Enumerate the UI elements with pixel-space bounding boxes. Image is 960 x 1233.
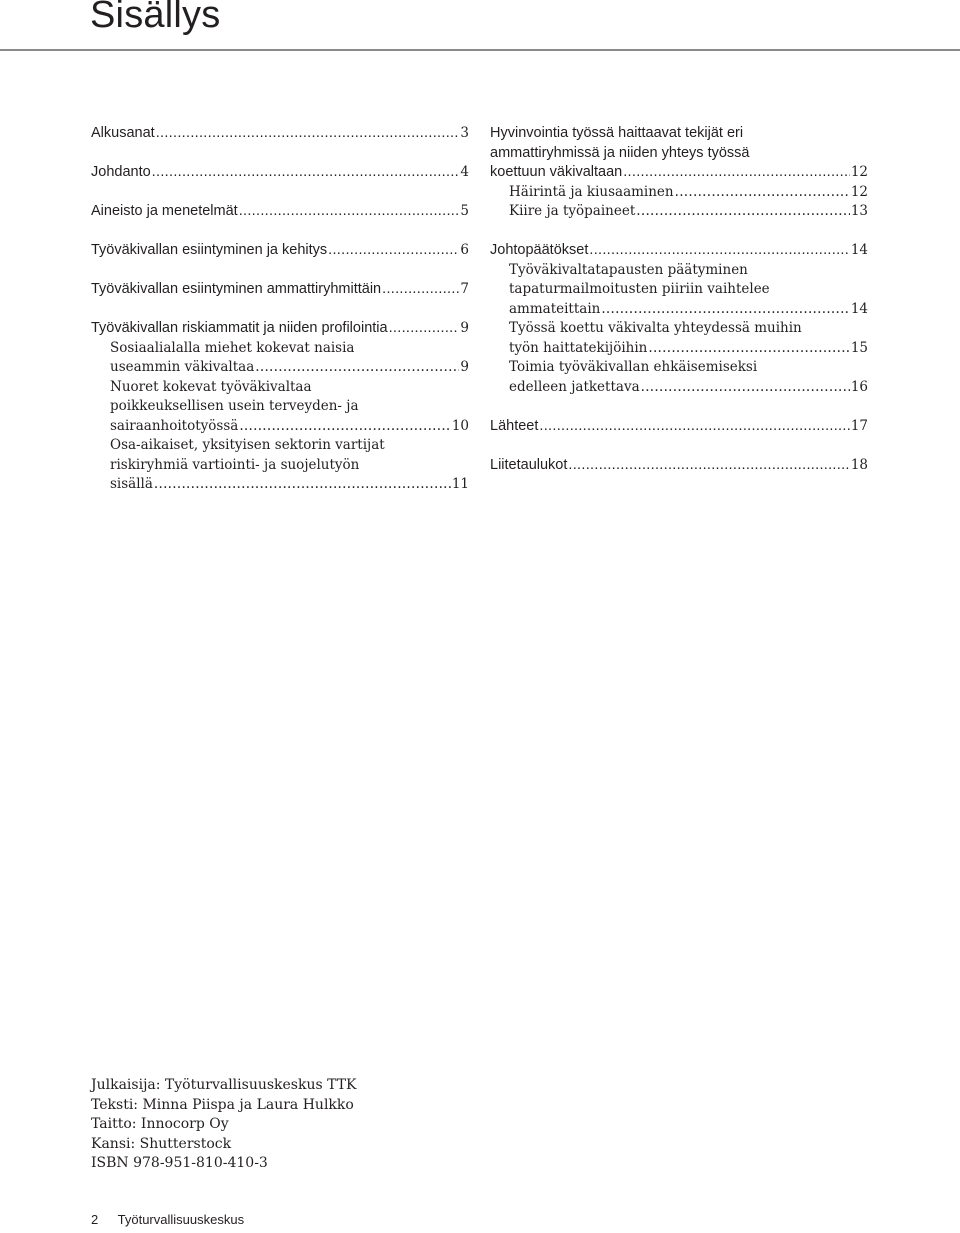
toc-entry[interactable] (91, 124, 469, 144)
toc-entry-text: poikkeuksellisen usein terveyden- ja (110, 398, 359, 414)
toc-entry-text: Johtopäätökset (490, 242, 589, 258)
toc-page-number: 9 (460, 359, 469, 375)
toc-entry-text: Nuoret kokevat työväkivaltaa (110, 378, 312, 395)
toc-page-number: 6 (460, 242, 469, 258)
toc-entry-text: Työväkivaltatapausten päätyminen (509, 261, 748, 278)
toc-entry-text: Kiire ja työpaineet (509, 203, 636, 219)
toc-entry-text: Osa-aikaiset, yksityisen sektorin vartijat (110, 437, 385, 453)
toc-entry-text: Lähteet (490, 417, 539, 434)
toc-entry-text: Työväkivallan esiintyminen ja kehitys (91, 242, 328, 258)
toc-entry-text: ammattiryhmissä ja niiden yhteys työssä (490, 144, 750, 161)
dot-leader (539, 417, 849, 437)
toc-entry[interactable] (490, 241, 868, 261)
imprint-publisher: Julkaisija: Työturvallisuuskeskus TTK (91, 1077, 357, 1093)
toc-right-column (490, 124, 868, 475)
toc-gap (490, 222, 868, 242)
dot-leader (648, 339, 849, 359)
title-divider (0, 49, 960, 51)
footer-page-number: 2 (91, 1212, 99, 1227)
toc-subentry[interactable] (490, 183, 868, 203)
dot-leader (239, 202, 460, 222)
toc-entry-text: Aineisto ja menetelmät (91, 203, 238, 219)
toc-page-number: 14 (850, 242, 868, 258)
toc-subentry[interactable] (91, 436, 469, 495)
toc-entry-text: sairaanhoitotyössä (110, 417, 239, 434)
toc-entry[interactable] (490, 417, 868, 437)
imprint-cover: Kansi: Shutterstock (91, 1135, 232, 1152)
toc-page-number: 12 (850, 164, 868, 180)
toc-gap (91, 144, 469, 164)
dot-leader (589, 241, 849, 261)
toc-page-number: 14 (850, 300, 868, 317)
dot-leader (382, 280, 459, 300)
toc-page-number: 5 (460, 203, 469, 219)
toc-subentry[interactable] (490, 358, 868, 397)
dot-leader (601, 300, 849, 320)
toc-gap (91, 222, 469, 242)
toc-entry[interactable] (91, 163, 469, 183)
dot-leader (255, 358, 459, 378)
toc-page-number: 7 (460, 281, 469, 297)
toc-entry[interactable] (91, 241, 469, 261)
toc-entry-text: Sosiaalialalla miehet kokevat naisia (110, 339, 355, 356)
dot-leader (328, 241, 459, 261)
dot-leader (636, 202, 850, 222)
page-title: Sisällys (90, 0, 221, 36)
toc-entry-text: Työväkivallan riskiammatit ja niiden profilointia (91, 320, 388, 336)
toc-gap (91, 261, 469, 281)
toc-entry-text: koettuun väkivaltaan (490, 164, 623, 180)
imprint-layout: Taitto: Innocorp Oy (91, 1116, 229, 1132)
toc-entry-text: työn haittatekijöihin (509, 339, 648, 356)
page-footer (91, 1212, 244, 1227)
toc-entry-text: Hyvinvointia työssä haittaavat tekijät eri (490, 125, 744, 141)
dot-leader (641, 378, 850, 398)
toc-entry-text: Työväkivallan esiintyminen ammattiryhmittäin (91, 281, 382, 297)
imprint-text: Teksti: Minna Piispa ja Laura Hulkko (91, 1096, 354, 1113)
toc-gap (91, 300, 469, 320)
toc-gap (91, 183, 469, 203)
dot-leader (568, 456, 849, 476)
toc-page-number: 3 (460, 125, 469, 141)
toc-entry[interactable] (91, 319, 469, 339)
toc-entry[interactable] (91, 280, 469, 300)
toc-entry-text: Työssä koettu väkivalta yhteydessä muihin (509, 320, 802, 336)
dot-leader (152, 163, 460, 183)
toc-page-number: 12 (850, 183, 868, 200)
toc-gap (490, 436, 868, 456)
imprint (91, 1076, 357, 1174)
toc-subentry[interactable] (490, 319, 868, 358)
toc-entry-text: edelleen jatkettava (509, 378, 640, 395)
toc-entry-text: Johdanto (91, 164, 151, 180)
toc-page-number: 9 (460, 320, 469, 336)
toc-entry-text: Häirintä ja kiusaaminen (509, 183, 674, 200)
toc-entry[interactable] (91, 202, 469, 222)
imprint-isbn: ISBN 978-951-810-410-3 (91, 1155, 268, 1171)
toc-page-number: 11 (451, 476, 469, 492)
toc-entry-text: riskiryhmiä vartiointi- ja suojelutyön (110, 456, 360, 473)
dot-leader (623, 163, 850, 183)
toc-page-number: 13 (850, 203, 868, 219)
toc-entry-text: sisällä (110, 476, 153, 492)
toc-page-number: 16 (850, 378, 868, 395)
toc-subentry[interactable] (91, 378, 469, 437)
toc-page-number: 17 (850, 417, 868, 434)
toc-page-number: 18 (850, 456, 868, 473)
toc-entry[interactable] (490, 456, 868, 476)
toc-page-number: 4 (460, 164, 469, 180)
toc-subentry[interactable] (490, 261, 868, 320)
dot-leader (675, 183, 850, 203)
toc-page-number: 15 (850, 339, 868, 356)
toc-left-column (91, 124, 469, 495)
toc-subentry[interactable] (91, 339, 469, 378)
toc-page-number: 10 (451, 417, 469, 434)
dot-leader (389, 319, 460, 339)
toc-entry-text: Liitetaulukot (490, 456, 568, 473)
toc-entry-text: useammin väkivaltaa (110, 359, 255, 375)
toc-entry-text: ammateittain (509, 300, 601, 317)
toc-entry-text: Toimia työväkivallan ehkäisemiseksi (509, 359, 758, 375)
dot-leader (154, 475, 451, 495)
dot-leader (239, 417, 450, 437)
toc-entry-text: Alkusanat (91, 125, 155, 141)
toc-subentry[interactable] (490, 202, 868, 222)
toc-entry[interactable] (490, 124, 868, 183)
dot-leader (156, 124, 460, 144)
toc-entry-text: tapaturmailmoitusten piiriin vaihtelee (509, 281, 770, 297)
toc-gap (490, 397, 868, 417)
footer-org: Työturvallisuuskeskus (117, 1212, 245, 1227)
